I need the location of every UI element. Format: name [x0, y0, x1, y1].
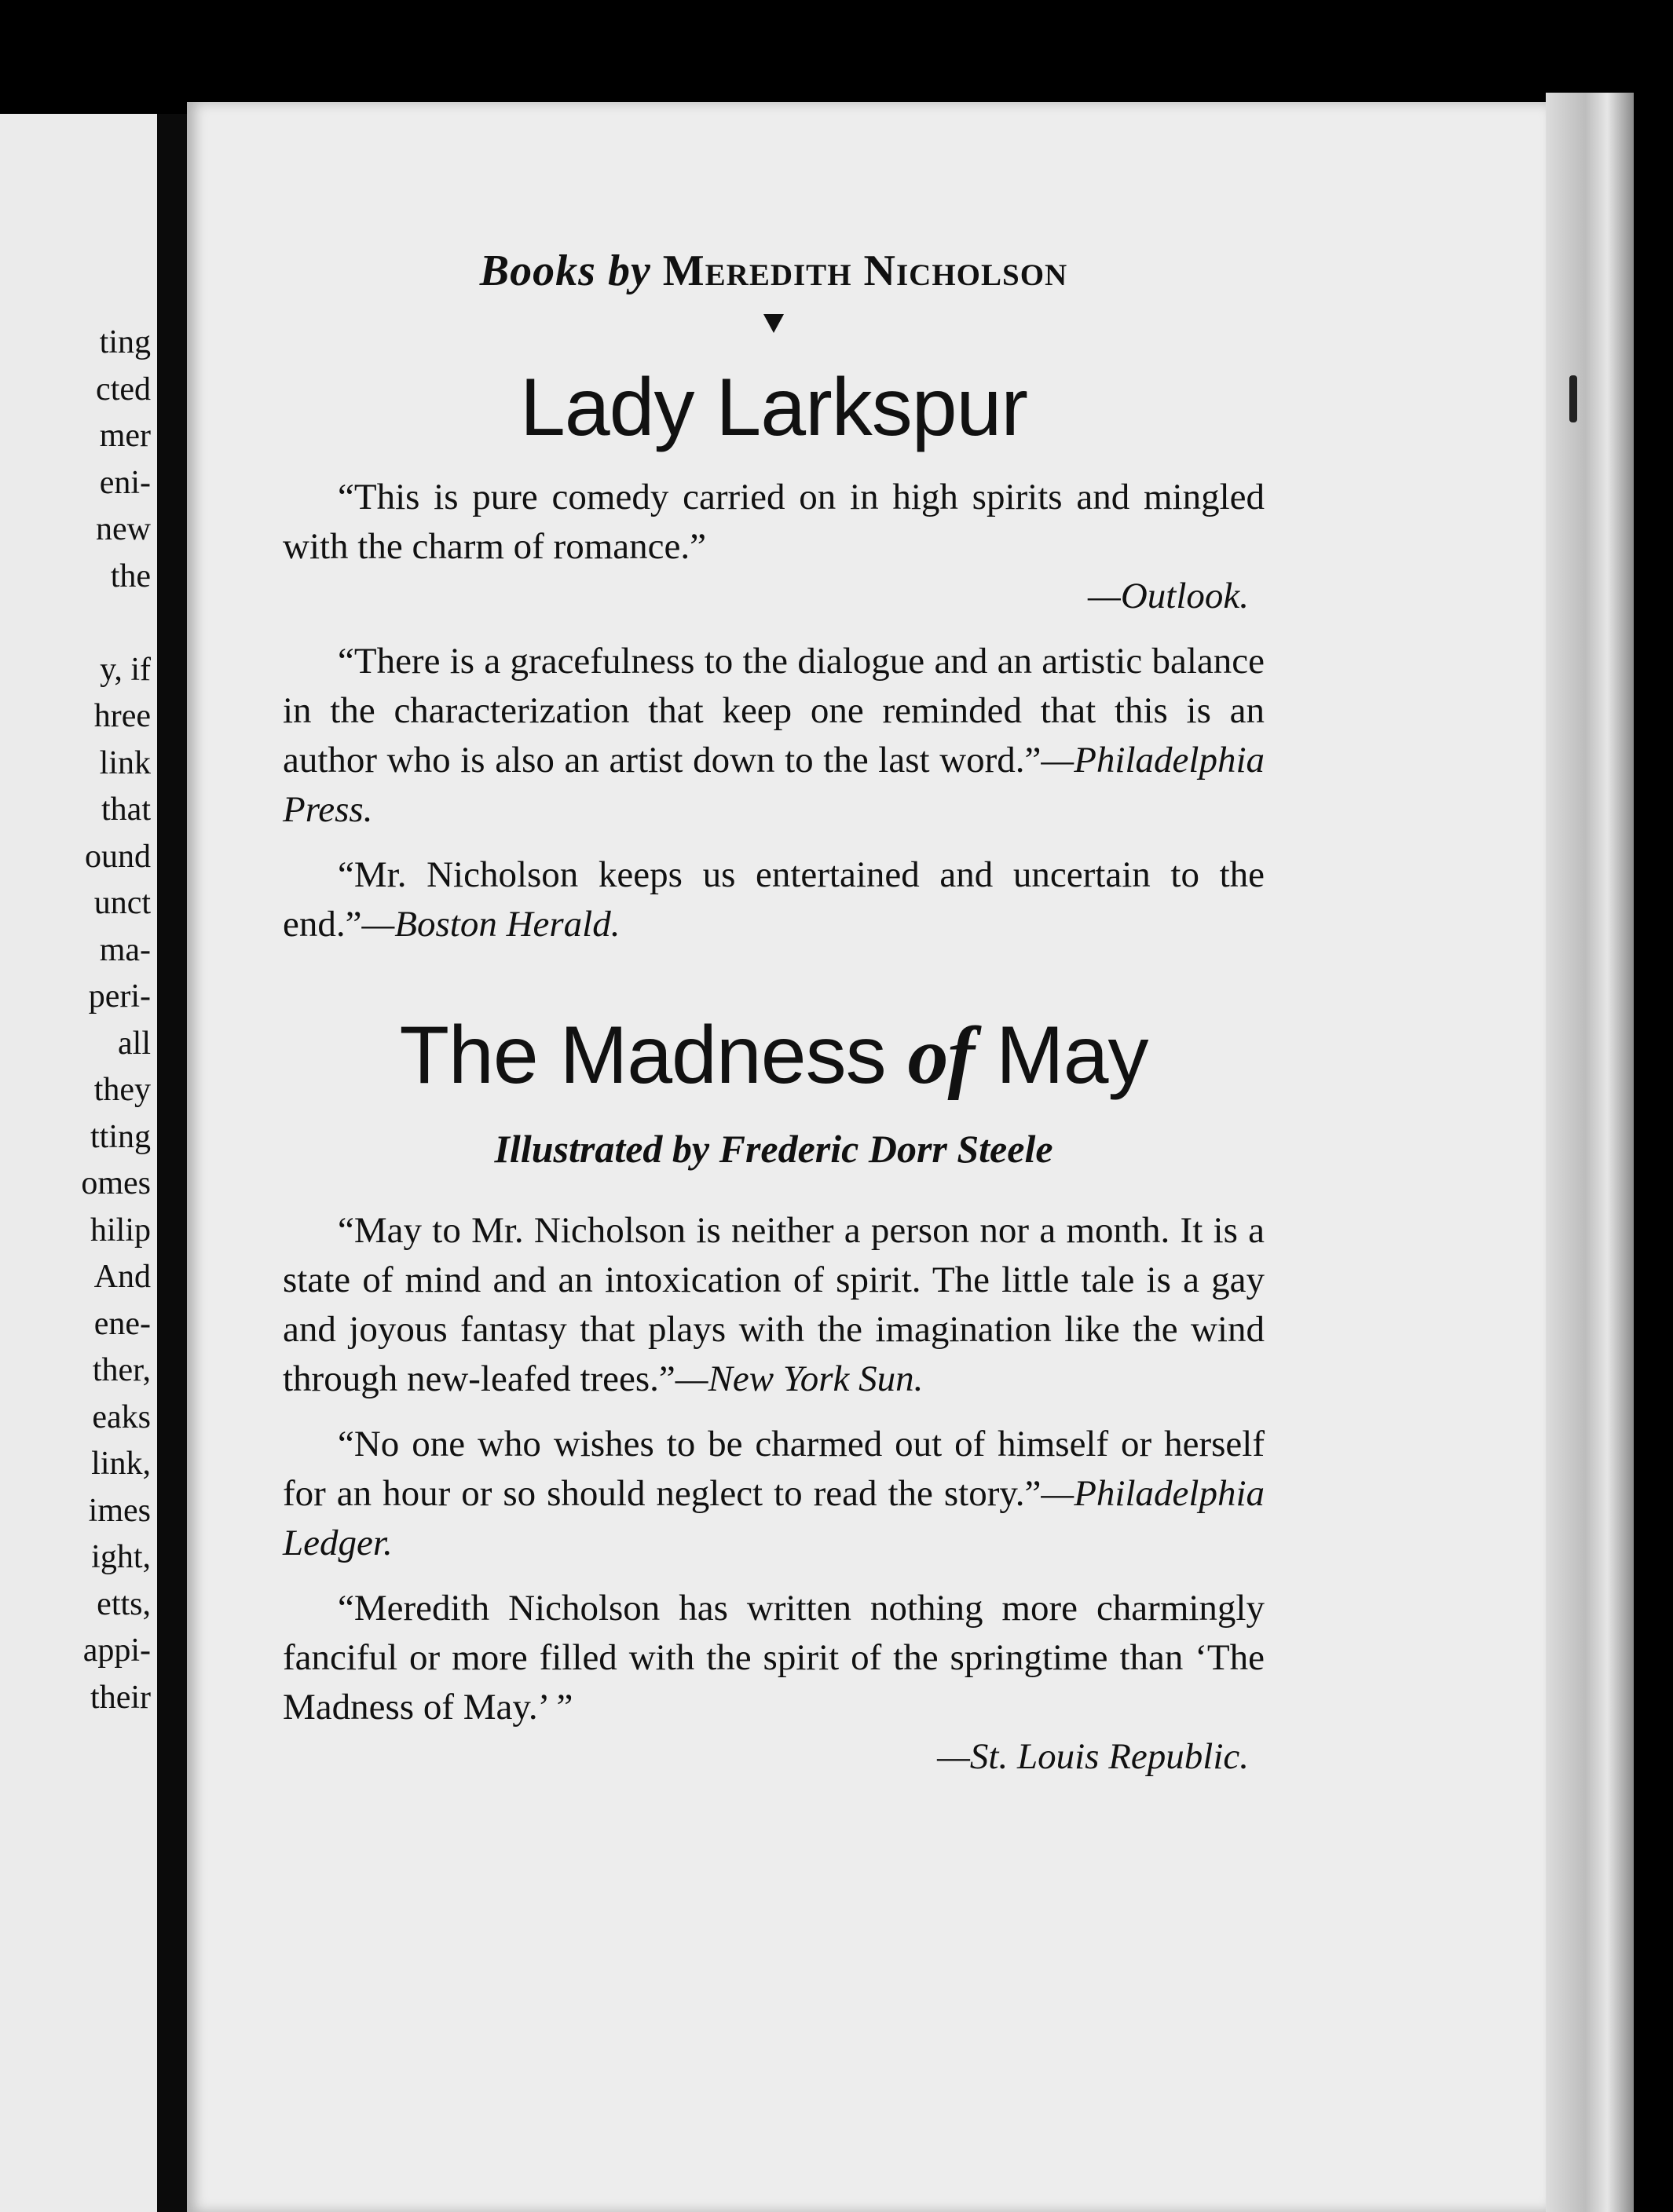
- previous-page-line: imes: [88, 1492, 151, 1529]
- review-source: —Outlook.: [1088, 576, 1249, 616]
- down-triangle-icon: [763, 314, 784, 333]
- previous-page-fragment: [0, 114, 157, 2212]
- review: [283, 637, 1265, 835]
- review: [283, 1206, 1265, 1404]
- previous-page-line: they: [93, 1072, 151, 1108]
- previous-page-line: ther,: [92, 1352, 151, 1388]
- previous-page-line: ma-: [99, 931, 151, 968]
- previous-page-line: appi-: [82, 1632, 151, 1669]
- previous-page-line: link: [99, 744, 151, 781]
- review-source: —New York Sun.: [675, 1358, 924, 1399]
- previous-page-line: new: [96, 511, 151, 547]
- review-quote: “There is a gracefulness to the dialogue and an artistic balance in the characterization that keep one reminded that this is an author who is also an artist down to the last word.”: [283, 641, 1265, 781]
- previous-page-line: link,: [91, 1446, 151, 1482]
- review-quote: “Mr. Nicholson keeps us entertained and uncertain to the end.”: [283, 854, 1265, 945]
- review-quote: “Meredith Nicholson has written nothing more charmingly fanciful or more filled with the spirit of the springtime than ‘The Madness of May.’ ”: [283, 1588, 1265, 1728]
- previous-page-line: peri-: [88, 978, 151, 1015]
- previous-page-line: mer: [99, 418, 151, 454]
- review: [283, 850, 1265, 949]
- review-quote: “This is pure comedy carried on in high spirits and mingled with the charm of romance.”: [283, 477, 1265, 567]
- previous-page-line: ene-: [93, 1305, 151, 1342]
- edge-mark: [1569, 375, 1577, 422]
- review: [283, 473, 1265, 621]
- previous-page-line: hree: [93, 698, 151, 734]
- previous-page-line: unct: [93, 885, 151, 921]
- previous-page-line: ound: [85, 838, 151, 875]
- illustrator-credit: Illustrated by Frederic Dorr Steele: [494, 1127, 1053, 1171]
- review-source: —Philadelphia Press.: [283, 740, 1265, 830]
- review-quote: “No one who wishes to be charmed out of himself or herself for an hour or so should neglect to read the story.”: [283, 1424, 1265, 1514]
- previous-page-line: cted: [96, 371, 151, 408]
- previous-page-line: [0, 600, 151, 647]
- header-author: Meredith Nicholson: [662, 247, 1068, 295]
- page-edge: [1546, 93, 1634, 2212]
- previous-page-line: eaks: [92, 1398, 151, 1435]
- previous-page-line: hilip: [90, 1212, 151, 1249]
- book-title-lady-larkspur: Lady Larkspur: [519, 362, 1028, 453]
- review-source: —Philadelphia Ledger.: [283, 1473, 1265, 1563]
- page-header: [283, 236, 1265, 306]
- previous-page-line: ight,: [91, 1539, 151, 1575]
- previous-page-line: eni-: [99, 464, 151, 501]
- review-quote: “May to Mr. Nicholson is neither a person nor a month. It is a state of mind and an intoxication of spirit. The little tale is a gay and joyous fantasy that plays with the imagination like the wind through new-leafed trees.”: [283, 1210, 1265, 1399]
- previous-page-line: all: [118, 1025, 151, 1062]
- review-source: —Boston Herald.: [361, 904, 621, 945]
- review: [283, 1584, 1265, 1782]
- previous-page-line: y, if: [100, 651, 151, 688]
- book-title-madness-of-may: The Madness of May: [399, 1010, 1148, 1101]
- book-gutter: [157, 114, 187, 2212]
- previous-page-text: [0, 320, 151, 1721]
- previous-page-line: omes: [81, 1165, 151, 1201]
- previous-page-line: ting: [99, 324, 151, 360]
- review-source: —St. Louis Republic.: [937, 1736, 1249, 1777]
- previous-page-line: etts,: [97, 1585, 151, 1622]
- previous-page-line: the: [110, 558, 151, 594]
- page-content: [283, 236, 1265, 1797]
- review: [283, 1420, 1265, 1568]
- previous-page-line: tting: [90, 1118, 151, 1155]
- previous-page-line: that: [101, 792, 151, 828]
- previous-page-line: And: [93, 1259, 151, 1295]
- previous-page-line: their: [90, 1679, 151, 1716]
- header-books-by: Books by: [479, 247, 651, 295]
